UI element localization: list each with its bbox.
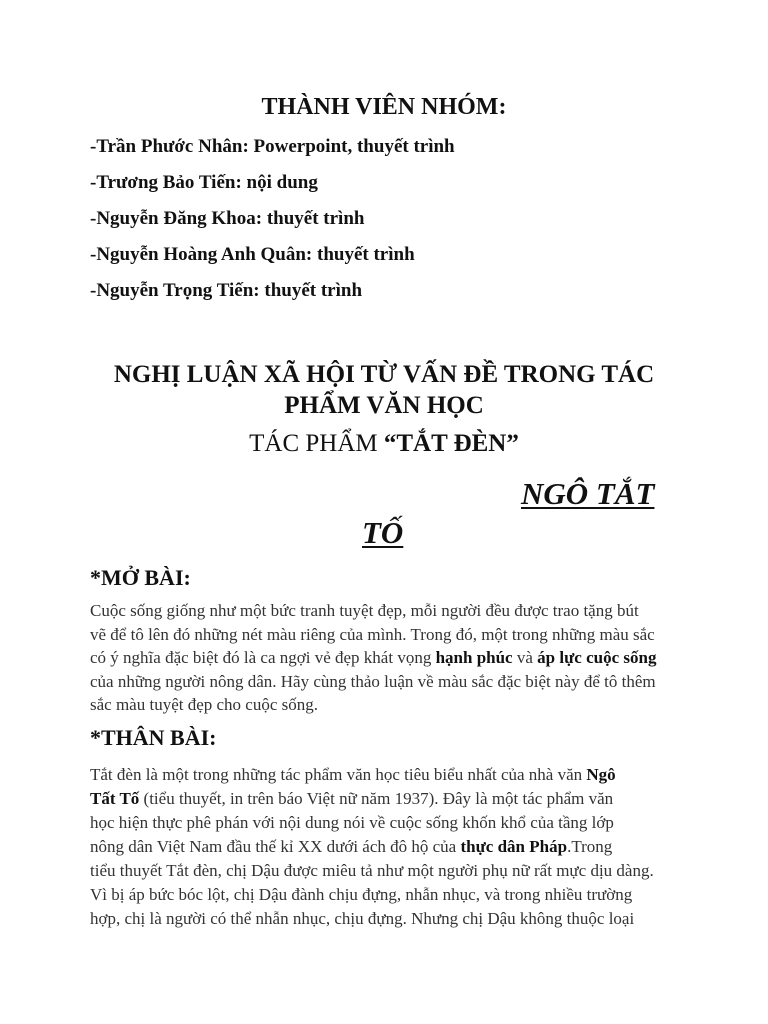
- keyword-french-colonists: thực dân Pháp: [460, 837, 568, 856]
- document-title-line1: NGHỊ LUẬN XÃ HỘI TỪ VẤN ĐỀ TRONG TÁC: [113, 361, 655, 388]
- keyword-life-pressure: áp lực cuộc sống: [537, 648, 657, 667]
- member-item: -Nguyễn Đăng Khoa: thuyết trình: [90, 208, 365, 229]
- body-text: nông dân Việt Nam đầu thế kỉ XX dưới ách đô hộ của: [90, 837, 461, 856]
- document-title: [80, 359, 688, 421]
- body-text: (tiểu thuyết, in trên báo Việt nữ năm 1937). Đây là một tác phẩm văn: [139, 789, 614, 808]
- member-item: -Nguyễn Hoàng Anh Quân: thuyết trình: [90, 244, 415, 265]
- work-title: “TẮT ĐÈN”: [383, 430, 519, 457]
- body-line: tiểu thuyết Tắt đèn, chị Dậu được miêu tả như một người phụ nữ rất mực dịu dàng.: [90, 861, 654, 880]
- document-title-line2: PHẨM VĂN HỌC: [284, 392, 484, 419]
- member-item: -Nguyễn Trọng Tiến: thuyết trình: [90, 280, 363, 301]
- intro-heading: *MỞ BÀI:: [90, 565, 191, 590]
- body-paragraph: [90, 763, 682, 931]
- intro-line: Cuộc sống giống như một bức tranh tuyệt đẹp, mỗi người đều được trao tặng bút: [90, 601, 639, 620]
- intro-line: sắc màu tuyệt đẹp cho cuộc sống.: [90, 695, 319, 714]
- body-line: Vì bị áp bức bóc lột, chị Dậu đành chịu đựng, nhẫn nhục, và trong nhiều trường: [90, 885, 633, 904]
- body-heading: *THÂN BÀI:: [90, 725, 217, 750]
- body-line: [90, 835, 682, 859]
- author-name-part1: NGÔ TẮT: [521, 476, 655, 511]
- author-mention: Tất Tố: [90, 789, 140, 808]
- body-text: Tắt đèn là một trong những tác phẩm văn học tiêu biểu nhất của nhà văn: [90, 765, 587, 784]
- intro-text: và: [512, 648, 538, 667]
- intro-line: [90, 646, 682, 670]
- author-mention: Ngô: [586, 765, 616, 784]
- work-prefix: TÁC PHẨM: [249, 430, 384, 457]
- intro-line: vẽ để tô lên đó những nét màu riêng của mình. Trong đó, một trong những màu sắc: [90, 624, 655, 644]
- keyword-happiness: hạnh phúc: [435, 648, 513, 667]
- body-line: hợp, chị là người có thể nhẫn nhục, chịu đựng. Nhưng chị Dậu không thuộc loại: [90, 909, 635, 928]
- body-line: [90, 787, 682, 811]
- work-title-line: [0, 430, 768, 458]
- intro-paragraph: [90, 599, 682, 717]
- intro-line: của những người nông dân. Hãy cùng thảo luận về màu sắc đặc biệt này để tô thêm: [90, 671, 656, 691]
- body-line: [90, 763, 682, 787]
- intro-text: có ý nghĩa đặc biệt đó là ca ngợi vẻ đẹp khát vọng: [90, 648, 436, 667]
- member-item: -Trương Bảo Tiến: nội dung: [90, 172, 318, 193]
- body-line: học hiện thực phê phán với nội dung nói về cuộc sống khốn khổ của tầng lớp: [90, 813, 614, 832]
- member-item: -Trần Phước Nhân: Powerpoint, thuyết trình: [90, 136, 455, 157]
- members-title: THÀNH VIÊN NHÓM:: [261, 94, 507, 120]
- author-name-part2: TỐ: [362, 515, 404, 550]
- body-text: .Trong: [567, 837, 613, 856]
